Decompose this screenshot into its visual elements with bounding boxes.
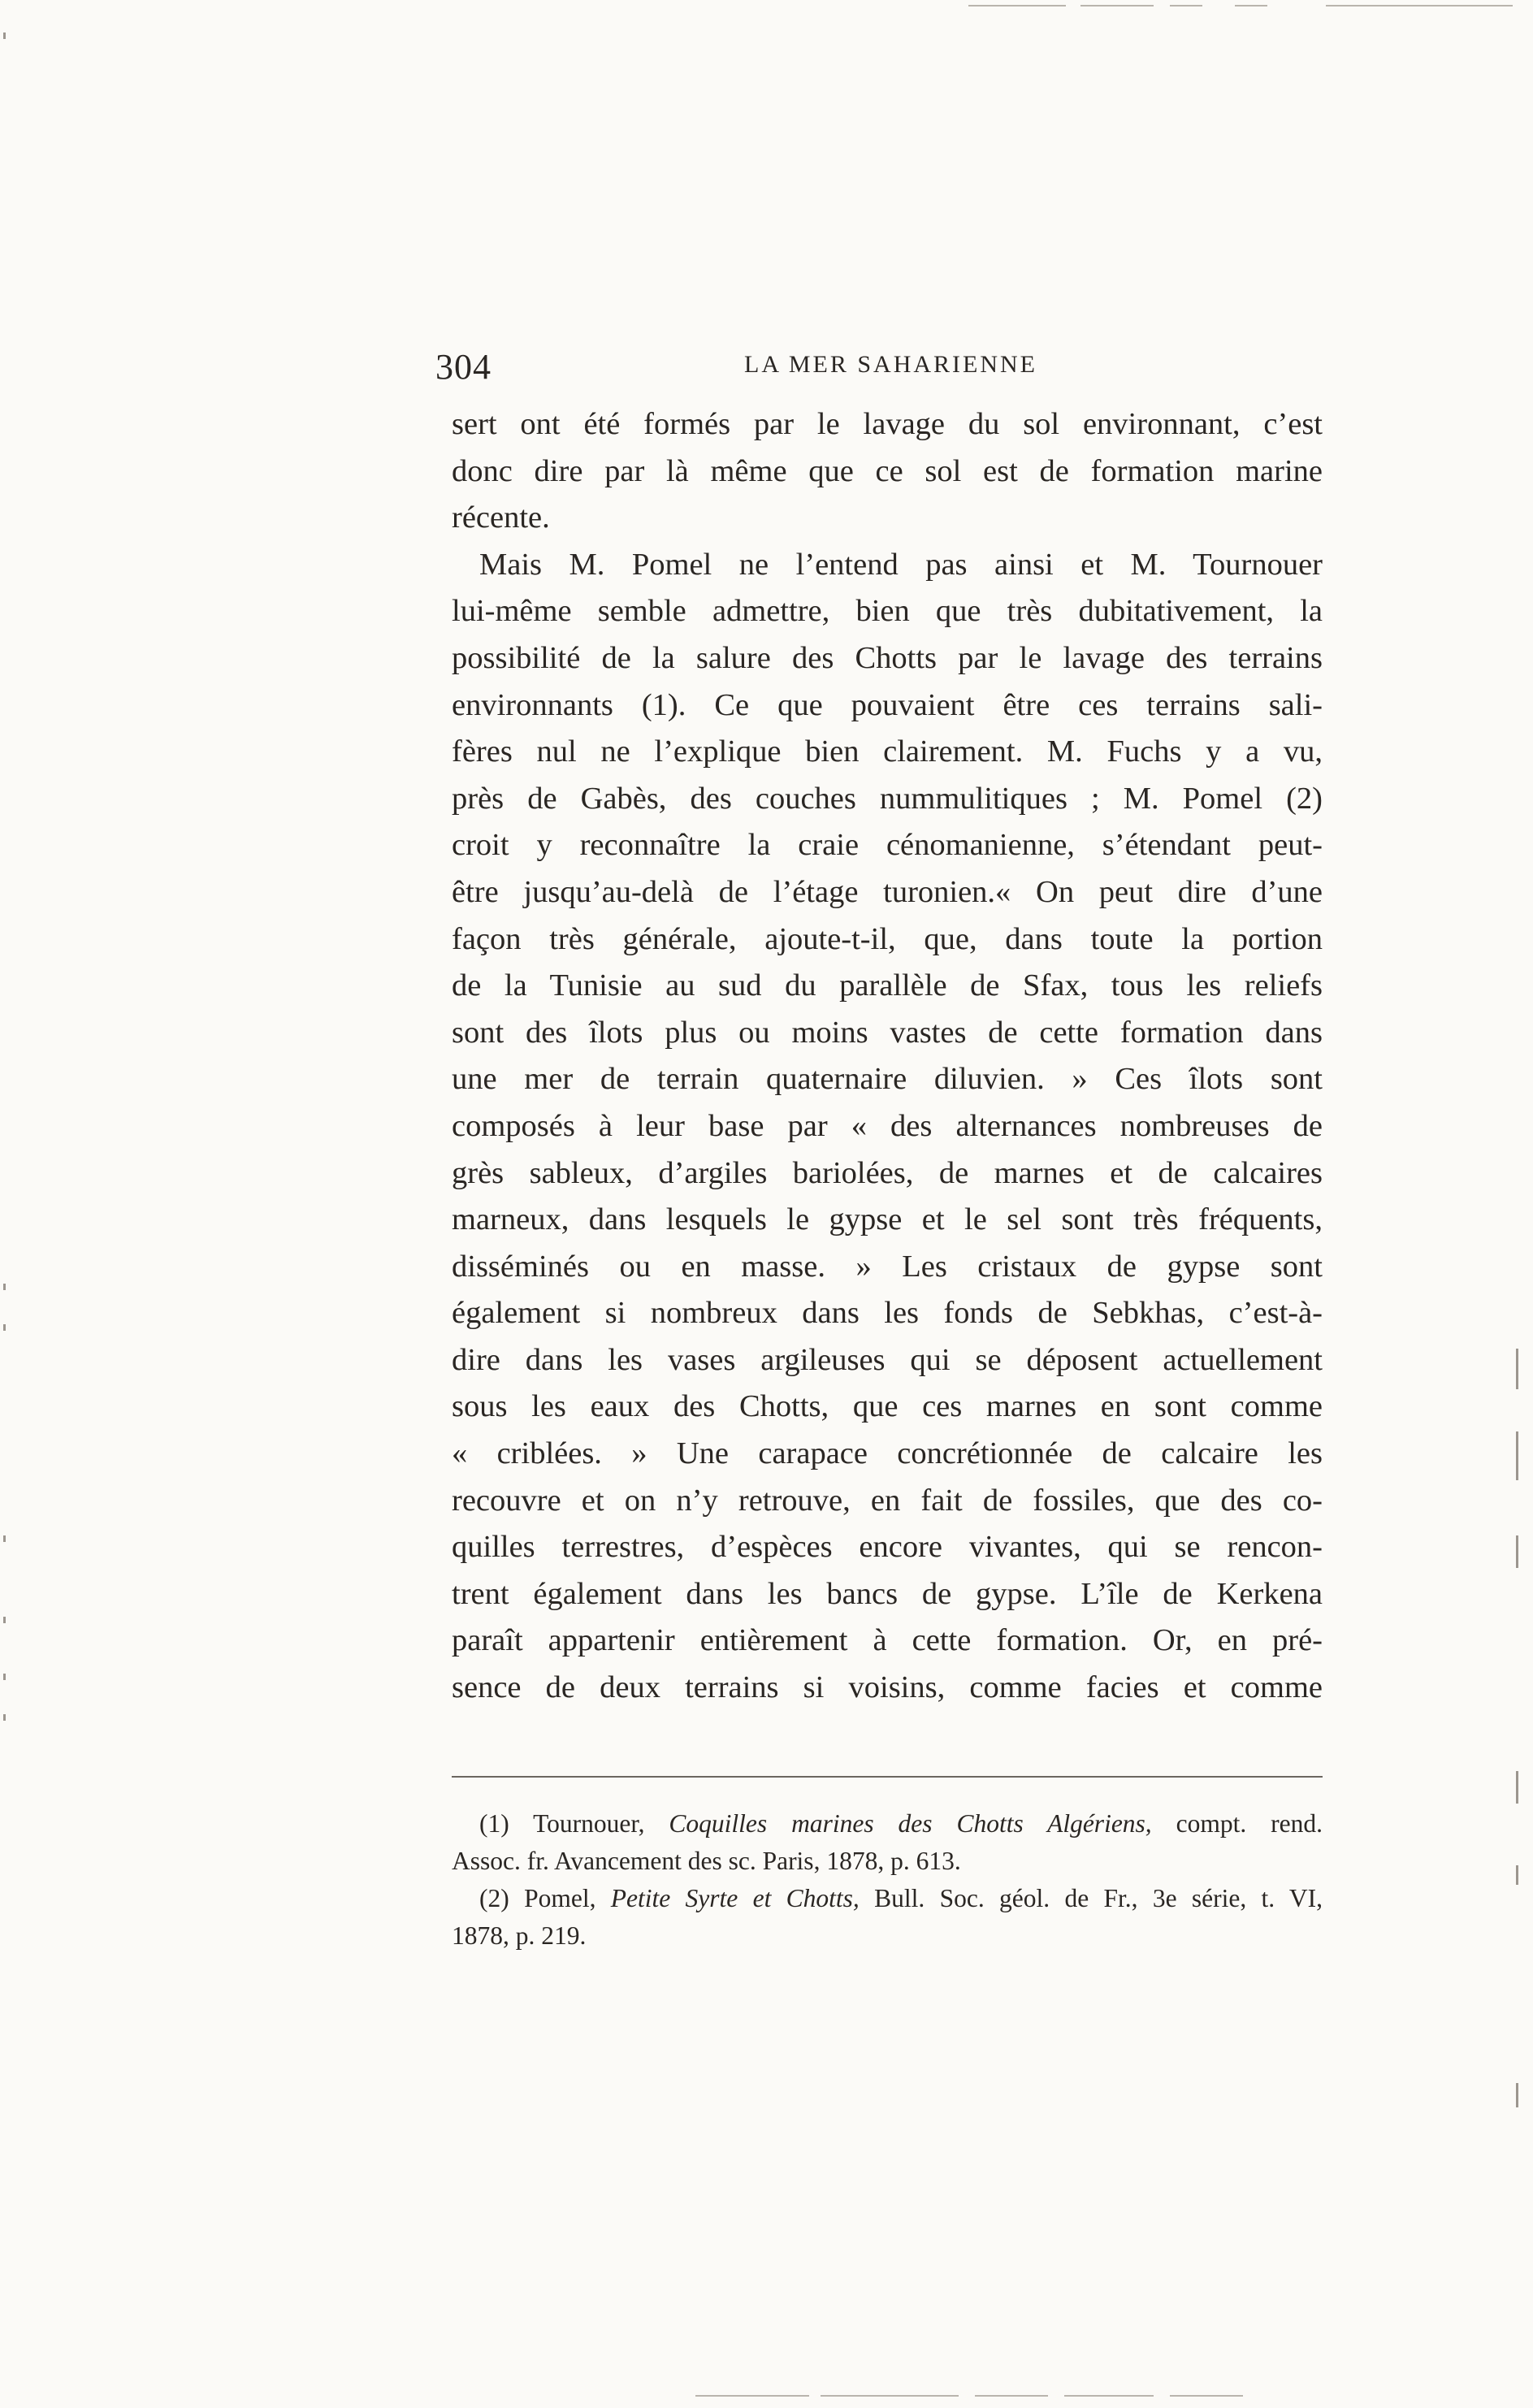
text-line: fères nul ne l’explique bien clairement. M. Fuchs y a vu, bbox=[452, 734, 1323, 769]
text-line: près de Gabès, des couches nummulitiques ; M. Pomel (2) bbox=[452, 781, 1323, 816]
text-line: sont des îlots plus ou moins vastes de cette formation dans bbox=[452, 1015, 1323, 1050]
margin-mark bbox=[3, 1324, 6, 1331]
text-line: disséminés ou en masse. » Les cristaux de gypse sont bbox=[452, 1249, 1323, 1284]
margin-mark bbox=[3, 1617, 6, 1623]
text-line: « criblées. » Une carapace concrétionnée de calcaire les bbox=[452, 1436, 1323, 1471]
top-edge-rule bbox=[968, 5, 1066, 6]
bottom-edge-rule bbox=[1064, 2395, 1154, 2397]
top-edge-rule bbox=[1170, 5, 1202, 6]
margin-mark bbox=[3, 1674, 6, 1680]
text-line: paraît appartenir entièrement à cette formation. Or, en pré- bbox=[452, 1623, 1323, 1658]
footnote-title: Coquilles marines des Chotts Algériens, bbox=[669, 1809, 1152, 1838]
text-line: de la Tunisie au sud du parallèle de Sfax, tous les reliefs bbox=[452, 968, 1323, 1003]
footnote-1-cont: Assoc. fr. Avancement des sc. Paris, 1878, p. 613. bbox=[452, 1847, 961, 1875]
bottom-edge-rule bbox=[695, 2395, 809, 2397]
text-line: être jusqu’au-delà de l’étage turonien.« On peut dire d’une bbox=[452, 874, 1323, 909]
footnote-2-cont: 1878, p. 219. bbox=[452, 1921, 587, 1950]
margin-mark bbox=[3, 1714, 6, 1721]
text-line: récente. bbox=[452, 500, 550, 535]
bottom-edge-rule bbox=[1170, 2395, 1243, 2397]
text-line: quilles terrestres, d’espèces encore vivantes, qui se rencon- bbox=[452, 1530, 1323, 1565]
text-line: façon très générale, ajoute-t-il, que, dans toute la portion bbox=[452, 921, 1323, 956]
text-line: donc dire par là même que ce sol est de formation marine bbox=[452, 453, 1323, 488]
text-line: également si nombreux dans les fonds de Sebkhas, c’est-à- bbox=[452, 1296, 1323, 1331]
bottom-edge-rule bbox=[821, 2395, 959, 2397]
text-line: grès sableux, d’argiles bariolées, de marnes et de calcaires bbox=[452, 1155, 1323, 1190]
margin-mark bbox=[1516, 1865, 1518, 1885]
margin-mark bbox=[3, 32, 6, 39]
top-edge-rule bbox=[1326, 5, 1513, 6]
footnote-author: Tournouer, bbox=[533, 1809, 645, 1838]
footnote-text: Bull. Soc. géol. de Fr., 3e série, t. VI, bbox=[874, 1884, 1323, 1912]
text-line: sous les eaux des Chotts, que ces marnes en sont comme bbox=[452, 1389, 1323, 1424]
text-line: recouvre et on n’y retrouve, en fait de fossiles, que des co- bbox=[452, 1483, 1323, 1518]
text-line: une mer de terrain quaternaire diluvien. » Ces îlots sont bbox=[452, 1062, 1323, 1097]
page-number: 304 bbox=[435, 347, 492, 387]
text-line: lui-même semble admettre, bien que très dubitativement, la bbox=[452, 594, 1323, 629]
text-line: composés à leur base par « des alternances nombreuses de bbox=[452, 1108, 1323, 1143]
text-line: sence de deux terrains si voisins, comme facies et comme bbox=[452, 1670, 1323, 1705]
margin-mark bbox=[1516, 2083, 1518, 2107]
bottom-edge-rule bbox=[975, 2395, 1048, 2397]
footnote-2 bbox=[452, 1880, 1323, 1917]
text-line: dire dans les vases argileuses qui se déposent actuellement bbox=[452, 1342, 1323, 1377]
text-line: Mais M. Pomel ne l’entend pas ainsi et M. Tournouer bbox=[479, 547, 1323, 582]
margin-mark bbox=[3, 1535, 6, 1542]
top-edge-rule bbox=[1080, 5, 1154, 6]
text-line: marneux, dans lesquels le gypse et le sel sont très fréquents, bbox=[452, 1202, 1323, 1237]
text-line: sert ont été formés par le lavage du sol environnant, c’est bbox=[452, 407, 1323, 441]
margin-mark bbox=[1516, 1349, 1518, 1389]
footnote-text: compt. rend. bbox=[1176, 1809, 1323, 1838]
margin-mark bbox=[3, 1284, 6, 1290]
footnote-1 bbox=[452, 1805, 1323, 1843]
top-edge-rule bbox=[1235, 5, 1267, 6]
footnotes bbox=[452, 1805, 1323, 1955]
text-line: croit y reconnaître la craie cénomanienne, s’étendant peut- bbox=[452, 828, 1323, 863]
footnote-marker: (1) bbox=[479, 1809, 509, 1838]
footnote-title: Petite Syrte et Chotts, bbox=[610, 1884, 860, 1912]
footnote-author: Pomel, bbox=[524, 1884, 596, 1912]
body-text bbox=[452, 401, 1323, 1712]
margin-mark bbox=[1516, 1535, 1518, 1568]
text-line: trent également dans les bancs de gypse. L’île de Kerkena bbox=[452, 1576, 1323, 1611]
page-header bbox=[435, 341, 1323, 390]
text-line: environnants (1). Ce que pouvaient être ces terrains sali- bbox=[452, 687, 1323, 722]
footnote-marker: (2) bbox=[479, 1884, 509, 1912]
footnote-separator bbox=[452, 1776, 1323, 1778]
margin-mark bbox=[1516, 1771, 1518, 1804]
margin-mark bbox=[1516, 1431, 1518, 1480]
running-title: LA MER SAHARIENNE bbox=[744, 351, 1038, 378]
text-line: possibilité de la salure des Chotts par le lavage des terrains bbox=[452, 640, 1323, 675]
